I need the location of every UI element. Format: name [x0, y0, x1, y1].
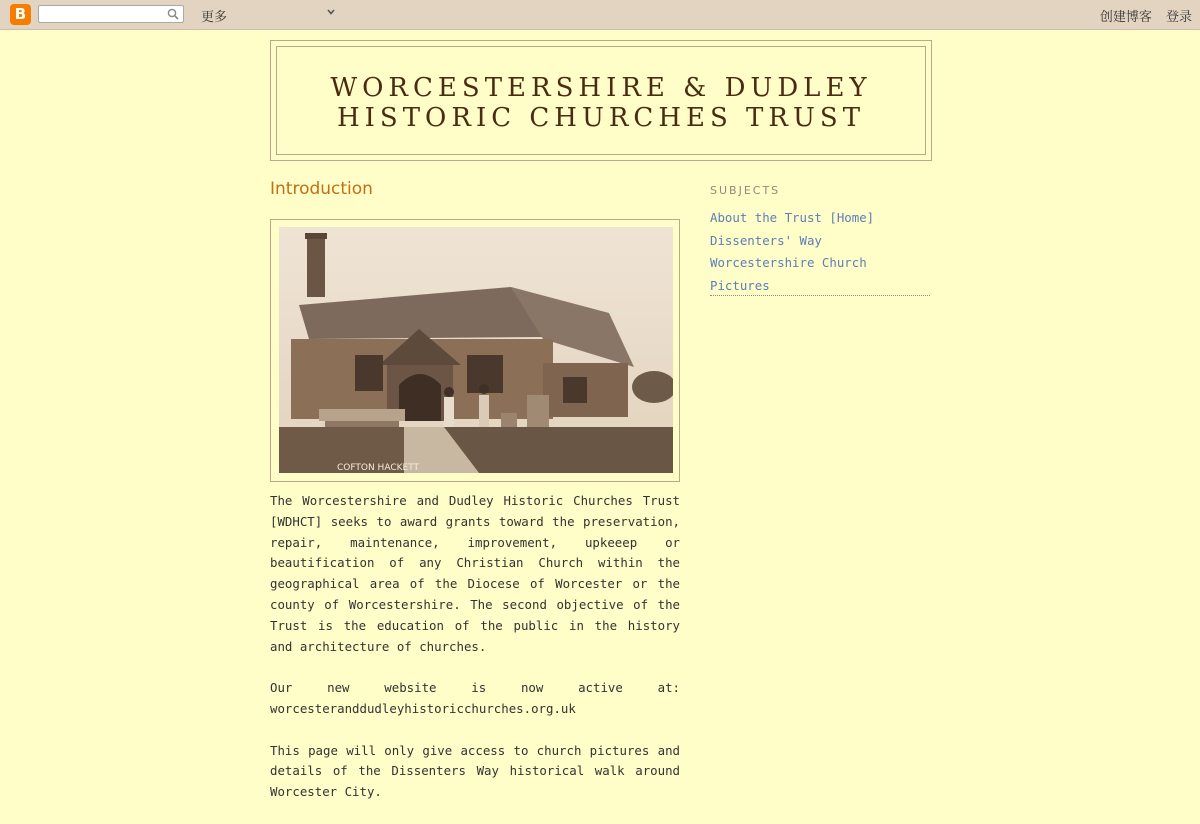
- post-paragraph-2: Our new website is now active at: worcesteranddudleyhistoricchurches.org.uk: [270, 680, 680, 716]
- blog-header-inner-border: [276, 46, 926, 155]
- sidebar-link-about-the-trust[interactable]: About the Trust [Home]: [710, 210, 875, 225]
- sidebar: [710, 184, 930, 297]
- post-title: Introduction: [270, 179, 373, 199]
- more-menu[interactable]: 更多: [201, 10, 228, 25]
- church-photo-frame[interactable]: [270, 219, 680, 482]
- login-link[interactable]: 登录: [1165, 10, 1192, 25]
- blog-title[interactable]: [277, 73, 925, 133]
- post-body: [270, 491, 680, 824]
- blog-title-line-2[interactable]: HISTORIC CHURCHES TRUST: [336, 103, 866, 133]
- blogger-navbar: [0, 0, 1200, 30]
- blog-header: [270, 40, 932, 161]
- church-photo[interactable]: [279, 227, 673, 473]
- create-blog-link[interactable]: 创建博客: [1099, 10, 1152, 25]
- post-paragraph-1: The Worcestershire and Dudley Historic Churches Trust [WDHCT] seeks to award grants toward the preservation, repair, maintenance, improvement, upkeeep or beautification of any Christian Church within the geographical area of the Diocese of Worcester or the county of Worcestershire. The second objective of the Trust is the education of the public in the history and architecture of churches.: [270, 493, 680, 654]
- post-paragraph-3: This page will only give access to church pictures and details of the Dissenters Way historical walk around Worcester City.: [270, 742, 680, 800]
- chevron-down-icon[interactable]: [326, 7, 336, 17]
- search-input[interactable]: [39, 9, 171, 25]
- sidebar-link-dissenters-way[interactable]: Dissenters' Way: [710, 232, 822, 248]
- sidebar-divider: [710, 295, 930, 296]
- sidebar-links: [710, 207, 930, 297]
- navbar-account-links: [1090, 6, 1192, 25]
- photo-caption: COFTON HACKETT: [337, 463, 420, 473]
- search-box[interactable]: [38, 5, 184, 23]
- sidebar-heading: SUBJECTS: [710, 184, 781, 197]
- sidebar-link-church-pictures[interactable]: Worcestershire Church Pictures: [710, 255, 867, 293]
- blogger-logo-icon[interactable]: B: [10, 4, 31, 25]
- search-icon[interactable]: [167, 8, 179, 20]
- blog-title-line-1[interactable]: WORCESTERSHIRE & DUDLEY: [330, 73, 872, 103]
